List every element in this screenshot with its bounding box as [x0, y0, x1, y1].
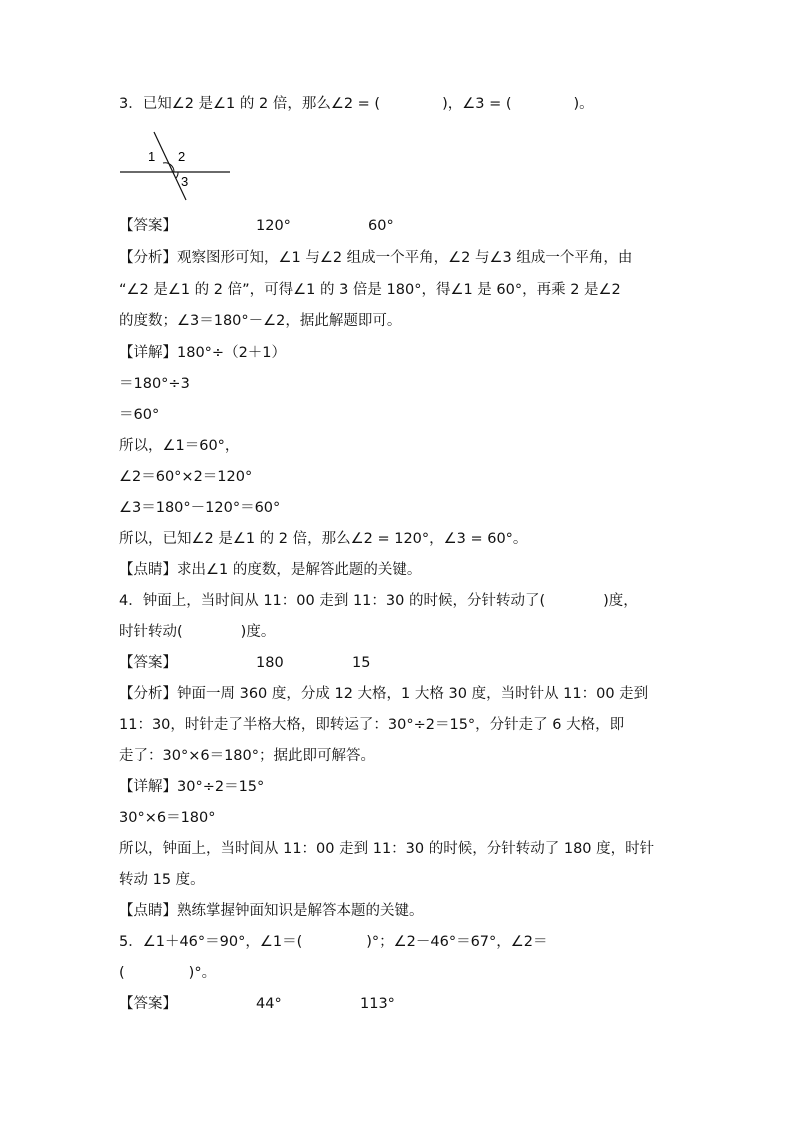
q4-analysis-line-1: 【分析】钟面一周 360 度，分成 12 大格，1 大格 30 度，当时针从 11：00 走到 [119, 686, 649, 702]
q3-conclusion [119, 529, 527, 549]
q3-detail-line-1: 【详解】180°÷（2＋1） [119, 345, 287, 361]
q3-question [119, 94, 594, 114]
q4-question-line-2 [119, 622, 275, 642]
q3-analysis-line-3: 的度数；∠3＝180°－∠2，据此解题即可。 [119, 313, 402, 329]
q4-detail-line-3: 所以，钟面上，当时间从 11：00 走到 11：30 的时候，分针转动了 180 度，时针 [119, 841, 655, 857]
answer-tag: 【答案】 [119, 655, 177, 671]
q3-angle3-prompt: ∠3 = ( [462, 96, 512, 112]
q3-question-text: 3．已知∠2 是∠1 的 2 倍，那么 [119, 96, 331, 112]
q4-question-suffix-2: )度。 [240, 624, 276, 640]
q4-analysis-line-2: 11：30，时针走了半格大格，即转运了：30°÷2＝15°，分针走了 6 大格，即 [119, 717, 625, 733]
q3-detail-line-5: ∠2＝60°×2＝120° [119, 469, 253, 485]
q5-answer-2: 113° [360, 996, 395, 1012]
q4-question-text-2: 时针转动( [119, 624, 183, 640]
label-angle-2: 2 [178, 149, 186, 164]
q5-question-line-1 [119, 932, 548, 952]
q4-detail-line-2: 30°×6＝180° [119, 810, 216, 826]
q3-text-sep: )， [442, 96, 463, 112]
label-angle-1: 1 [148, 149, 156, 164]
q5-answer-row [119, 994, 177, 1014]
q3-conclusion-text: 所以，已知∠2 是∠1 的 2 倍，那么 [119, 531, 351, 547]
q3-conclusion-values: ∠2 = 120°，∠3 = 60°。 [350, 531, 528, 547]
q3-detail-line-4: 所以，∠1＝60°， [119, 438, 240, 454]
q4-detail-line-4: 转动 15 度。 [119, 872, 205, 888]
q4-analysis-line-3: 走了：30°×6＝180°；据此即可解答。 [119, 748, 376, 764]
q4-answer-row [119, 653, 177, 673]
q5-open-paren: ( [119, 965, 125, 981]
q4-question-text: 4．钟面上，当时间从 11：00 走到 11：30 的时候，分针转动了( [119, 593, 546, 609]
q4-detail-line-1: 【详解】30°÷2＝15° [119, 779, 265, 795]
q5-answer-1: 44° [256, 996, 282, 1012]
q5-question-mid: )°；∠2－46°＝67°，∠2＝ [366, 934, 548, 950]
answer-tag: 【答案】 [119, 218, 177, 234]
q3-angle2-prompt: ∠2 = ( [330, 96, 381, 112]
q5-question-text: 5．∠1＋46°＝90°，∠1＝( [119, 934, 303, 950]
q3-answer-row [119, 216, 177, 236]
q4-answer-2: 15 [352, 655, 371, 671]
q4-answer-1: 180 [256, 655, 284, 671]
q3-analysis-line-2: “∠2 是∠1 的 2 倍”，可得∠1 的 3 倍是 180°，得∠1 是 60°，再乘 2 是∠2 [119, 282, 621, 298]
arc-angle-3 [176, 172, 178, 178]
q4-keypoint: 【点睛】熟练掌握钟面知识是解答本题的关键。 [119, 903, 424, 919]
q5-question-line-2 [119, 963, 216, 983]
q3-analysis-line-1: 【分析】观察图形可知，∠1 与∠2 组成一个平角，∠2 与∠3 组成一个平角，由 [119, 250, 633, 266]
answer-tag: 【答案】 [119, 996, 177, 1012]
q4-question-line-1 [119, 591, 638, 611]
q4-question-suffix: )度， [603, 593, 638, 609]
q3-keypoint: 【点睛】求出∠1 的度数，是解答此题的关键。 [119, 562, 422, 578]
q3-angle-figure [118, 128, 238, 206]
q3-answer-1: 120° [256, 218, 291, 234]
label-angle-3: 3 [181, 174, 189, 189]
q3-detail-line-2: ＝180°÷3 [119, 376, 190, 392]
q3-answer-2: 60° [368, 218, 394, 234]
q5-question-suffix: )°。 [188, 965, 217, 981]
q3-text-end: )。 [573, 96, 594, 112]
q3-detail-line-3: ＝60° [119, 407, 160, 423]
slanted-line [154, 132, 189, 200]
q3-detail-line-6: ∠3＝180°－120°＝60° [119, 500, 281, 516]
